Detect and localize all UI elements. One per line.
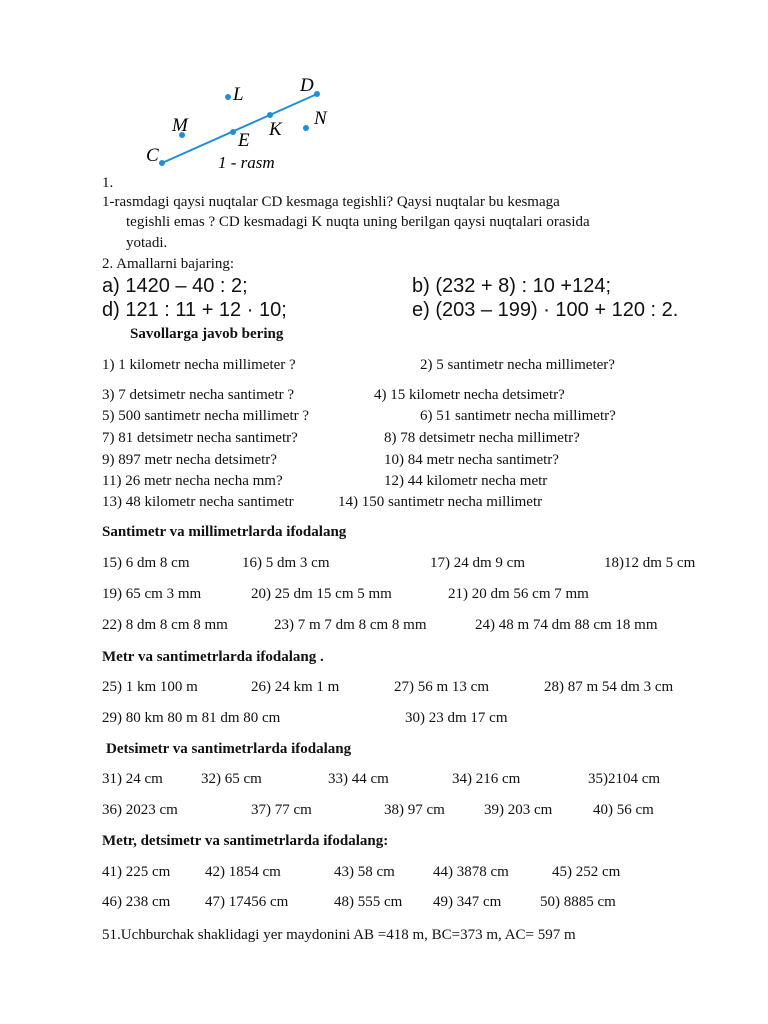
section-cm-mm-title: Santimetr va millimetrlarda ifodalang bbox=[102, 524, 347, 540]
label-m: M bbox=[172, 115, 188, 136]
exercise-29: 29) 80 km 80 m 81 dm 80 cm bbox=[102, 710, 281, 726]
exercise-17: 17) 24 dm 9 cm bbox=[430, 555, 525, 571]
task1-line2: tegishli emas ? CD kesmadagi K nuqta uning berilgan qaysi nuqtalari orasida bbox=[126, 214, 590, 230]
exercise-27: 27) 56 m 13 cm bbox=[394, 679, 489, 695]
task2-title: 2. Amallarni bajaring: bbox=[102, 256, 235, 272]
label-d: D bbox=[300, 75, 314, 96]
point-d-dot bbox=[314, 91, 320, 97]
question-6: 6) 51 santimetr necha millimetr? bbox=[420, 408, 616, 424]
exercise-37: 37) 77 cm bbox=[251, 802, 312, 818]
label-k: K bbox=[269, 119, 282, 140]
exercise-34: 34) 216 cm bbox=[452, 771, 521, 787]
exercise-45: 45) 252 cm bbox=[552, 864, 621, 880]
question-12: 12) 44 kilometr necha metr bbox=[384, 473, 548, 489]
task2-b: b) (232 + 8) : 10 +124; bbox=[412, 275, 612, 297]
exercise-50: 50) 8885 cm bbox=[540, 894, 616, 910]
exercise-23: 23) 7 m 7 dm 8 cm 8 mm bbox=[274, 617, 427, 633]
task2-d: d) 121 : 11 + 12 · 10; bbox=[102, 299, 287, 321]
exercise-47: 47) 17456 cm bbox=[205, 894, 289, 910]
exercise-22: 22) 8 dm 8 cm 8 mm bbox=[102, 617, 228, 633]
question-10: 10) 84 metr necha santimetr? bbox=[384, 452, 559, 468]
exercise-15: 15) 6 dm 8 cm bbox=[102, 555, 190, 571]
point-l-dot bbox=[225, 94, 231, 100]
exercise-46: 46) 238 cm bbox=[102, 894, 171, 910]
point-n-dot bbox=[303, 125, 309, 131]
exercise-43: 43) 58 cm bbox=[334, 864, 395, 880]
section-m-dm-cm-title: Metr, detsimetr va santimetrlarda ifodalang: bbox=[102, 833, 389, 849]
task1-line1: 1-rasmdagi qaysi nuqtalar CD kesmaga tegishli? Qaysi nuqtalar bu kesmaga bbox=[102, 194, 560, 210]
question-2: 2) 5 santimetr necha millimeter? bbox=[420, 357, 615, 373]
point-e-dot bbox=[230, 129, 236, 135]
exercise-41: 41) 225 cm bbox=[102, 864, 171, 880]
question-1: 1) 1 kilometr necha millimeter ? bbox=[102, 357, 296, 373]
task1-line3: yotadi. bbox=[126, 235, 168, 251]
exercise-26: 26) 24 km 1 m bbox=[251, 679, 340, 695]
exercise-30: 30) 23 dm 17 cm bbox=[405, 710, 508, 726]
exercise-16: 16) 5 dm 3 cm bbox=[242, 555, 330, 571]
label-l: L bbox=[233, 84, 244, 105]
exercise-25: 25) 1 km 100 m bbox=[102, 679, 198, 695]
exercise-35: 35)2104 cm bbox=[588, 771, 661, 787]
exercise-20: 20) 25 dm 15 cm 5 mm bbox=[251, 586, 392, 602]
figure-1-diagram bbox=[140, 72, 340, 172]
label-c: C bbox=[146, 145, 159, 166]
question-11: 11) 26 metr necha necha mm? bbox=[102, 473, 283, 489]
question-9: 9) 897 metr necha detsimetr? bbox=[102, 452, 277, 468]
question-7: 7) 81 detsimetr necha santimetr? bbox=[102, 430, 298, 446]
exercise-24: 24) 48 m 74 dm 88 cm 18 mm bbox=[475, 617, 658, 633]
exercise-18: 18)12 dm 5 cm bbox=[604, 555, 696, 571]
exercise-33: 33) 44 cm bbox=[328, 771, 389, 787]
exercise-38: 38) 97 cm bbox=[384, 802, 445, 818]
label-e: E bbox=[238, 130, 250, 151]
question-4: 4) 15 kilometr necha detsimetr? bbox=[374, 387, 565, 403]
question-8: 8) 78 detsimetr necha millimetr? bbox=[384, 430, 580, 446]
questions-title: Savollarga javob bering bbox=[130, 326, 284, 342]
section-m-cm-title: Metr va santimetrlarda ifodalang . bbox=[102, 649, 324, 665]
task2-a: a) 1420 – 40 : 2; bbox=[102, 275, 248, 297]
figure-caption: 1 - rasm bbox=[218, 153, 275, 172]
exercise-40: 40) 56 cm bbox=[593, 802, 654, 818]
question-13: 13) 48 kilometr necha santimetr bbox=[102, 494, 294, 510]
task1-number: 1. bbox=[102, 175, 114, 191]
exercise-42: 42) 1854 cm bbox=[205, 864, 281, 880]
exercise-48: 48) 555 cm bbox=[334, 894, 403, 910]
exercise-36: 36) 2023 cm bbox=[102, 802, 178, 818]
question-3: 3) 7 detsimetr necha santimetr ? bbox=[102, 387, 295, 403]
question-5: 5) 500 santimetr necha millimetr ? bbox=[102, 408, 310, 424]
exercise-19: 19) 65 cm 3 mm bbox=[102, 586, 202, 602]
exercise-28: 28) 87 m 54 dm 3 cm bbox=[544, 679, 674, 695]
question-14: 14) 150 santimetr necha millimetr bbox=[338, 494, 543, 510]
exercise-32: 32) 65 cm bbox=[201, 771, 262, 787]
task2-e: e) (203 – 199) · 100 + 120 : 2. bbox=[412, 299, 679, 321]
label-n: N bbox=[314, 108, 327, 129]
exercise-21: 21) 20 dm 56 cm 7 mm bbox=[448, 586, 589, 602]
exercise-31: 31) 24 cm bbox=[102, 771, 163, 787]
exercise-49: 49) 347 cm bbox=[433, 894, 502, 910]
point-c-dot bbox=[159, 160, 165, 166]
exercise-39: 39) 203 cm bbox=[484, 802, 553, 818]
point-k-dot bbox=[267, 112, 273, 118]
task51-text: 51.Uchburchak shaklidagi yer maydonini AB =418 m, BC=373 m, AC= 597 m bbox=[102, 927, 576, 943]
exercise-44: 44) 3878 cm bbox=[433, 864, 509, 880]
section-dm-cm-title: Detsimetr va santimetrlarda ifodalang bbox=[106, 741, 352, 757]
